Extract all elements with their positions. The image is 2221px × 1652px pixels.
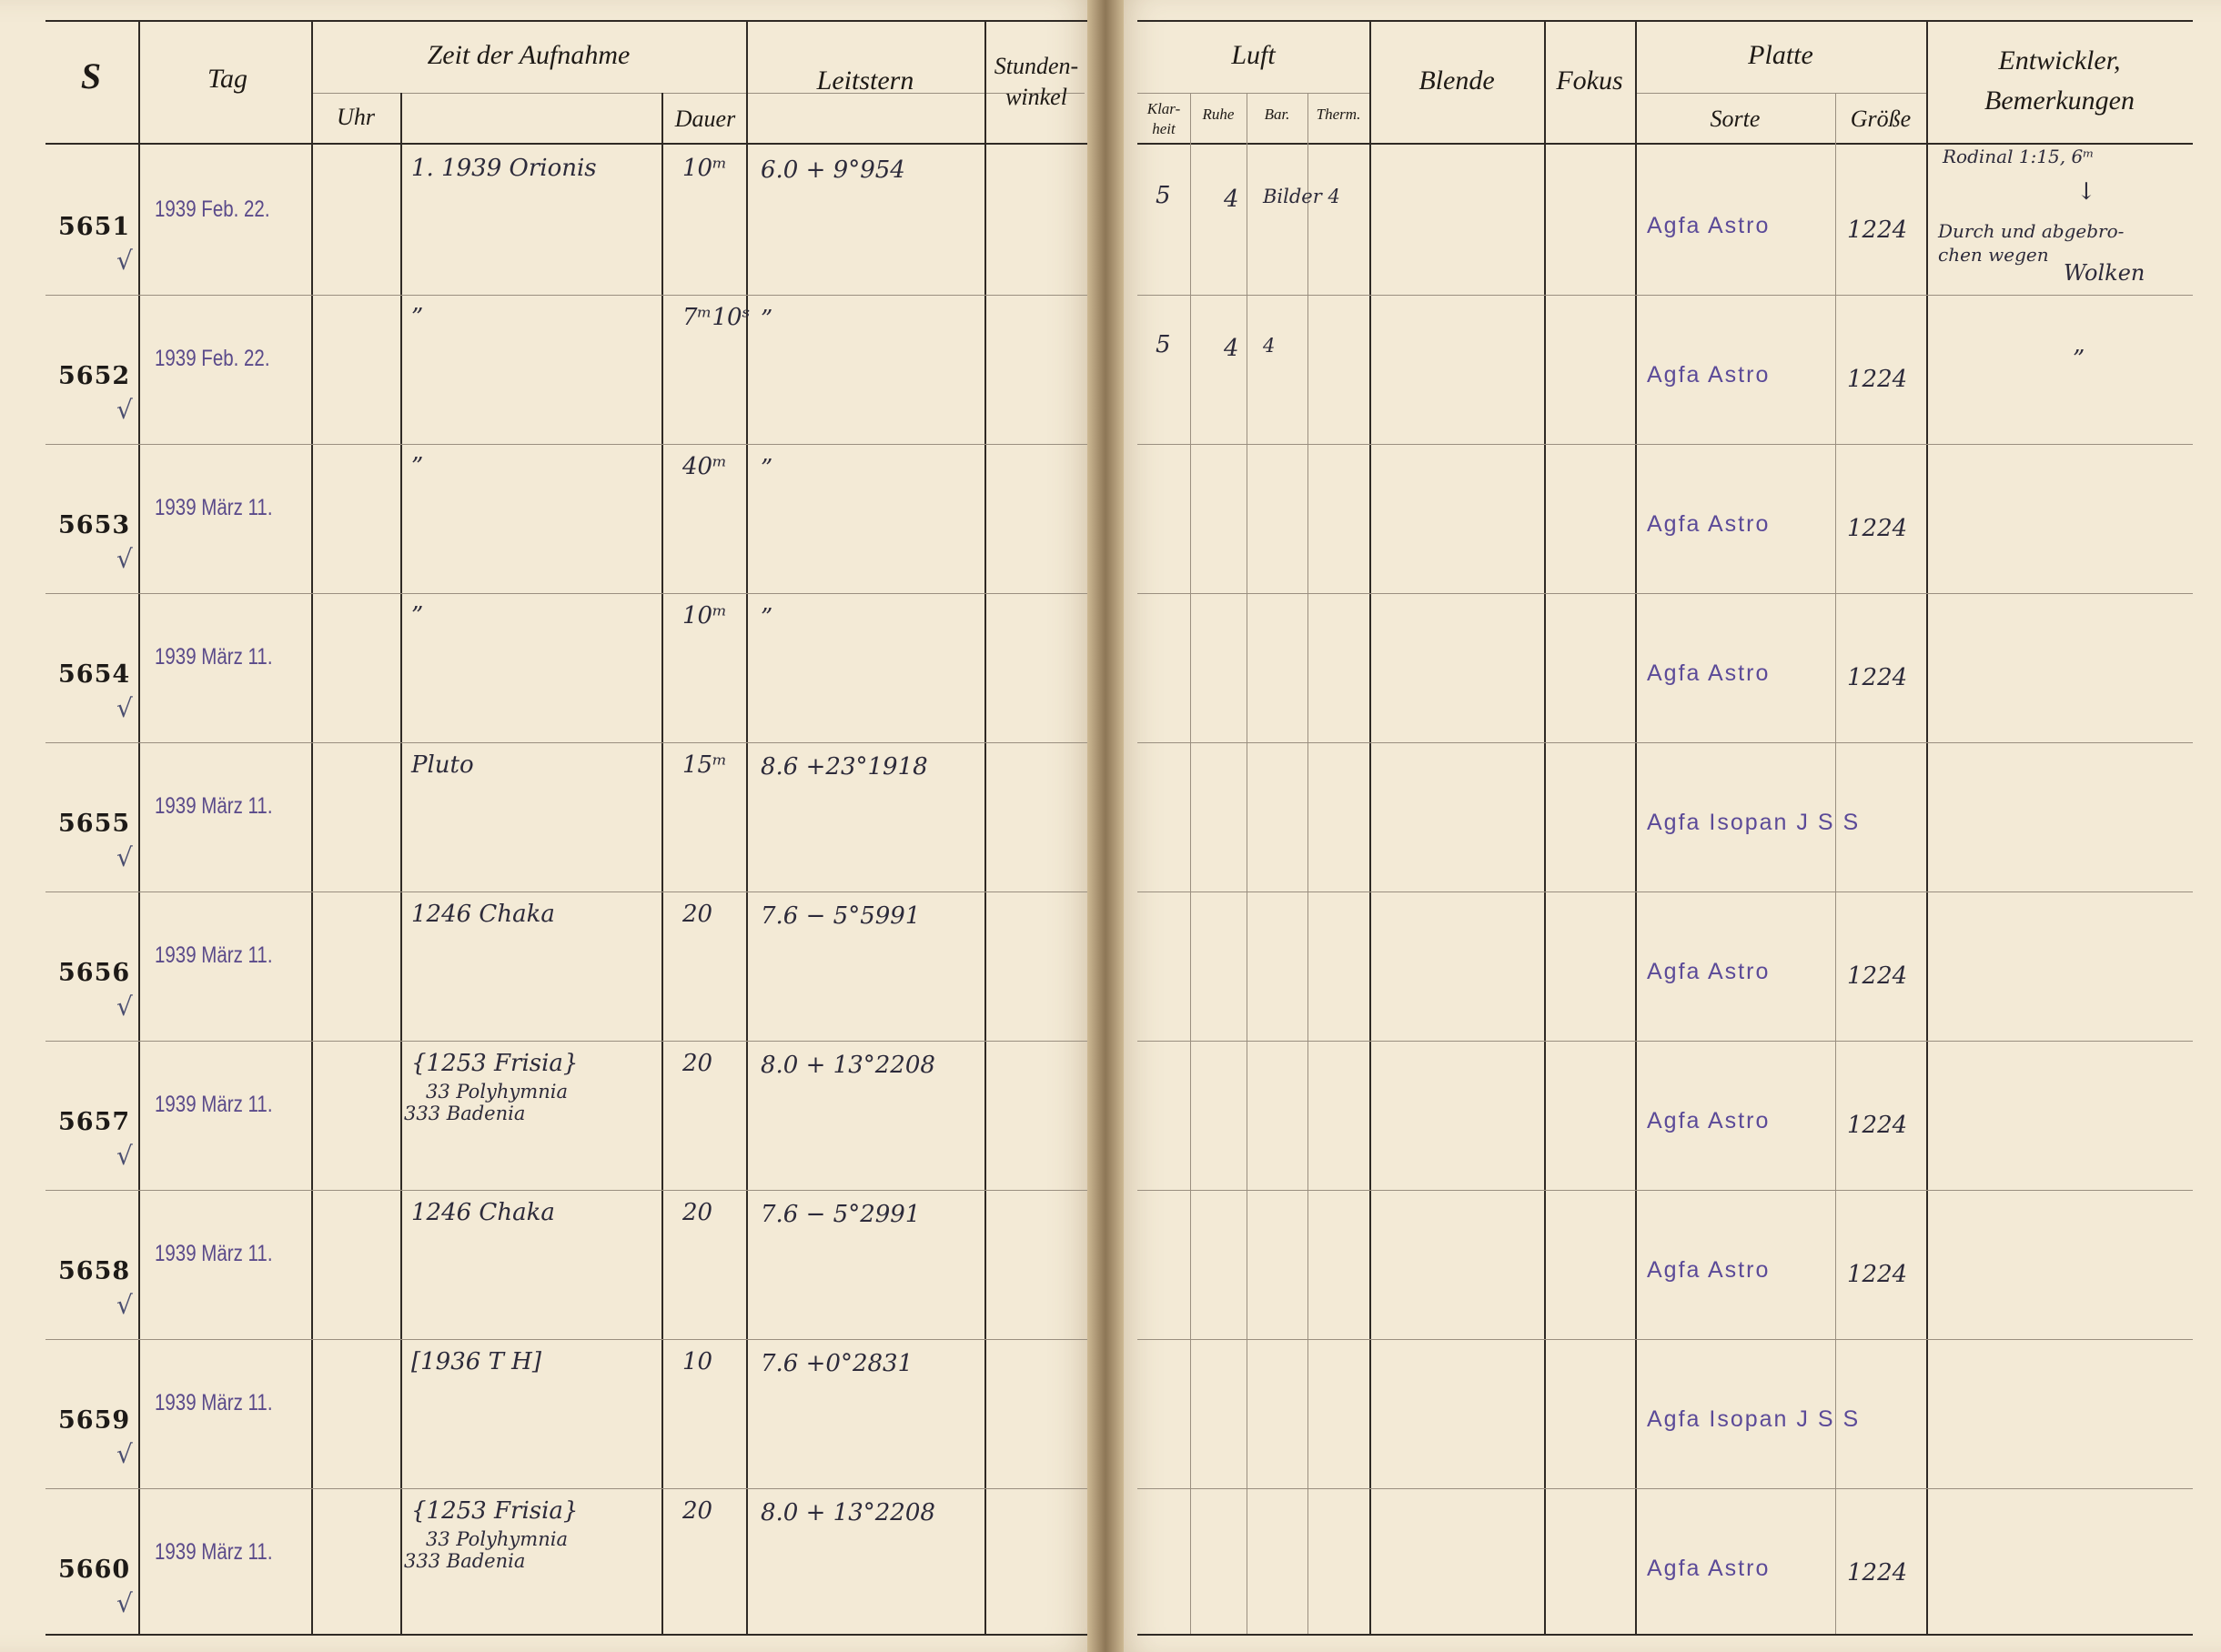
guide-star: ” bbox=[761, 455, 773, 482]
entry-number: 5660 bbox=[58, 1556, 131, 1584]
guide-star: 7.6 +0°2831 bbox=[761, 1350, 914, 1377]
object-name: 1. 1939 Orionis bbox=[411, 155, 597, 182]
plate-size: 1224 bbox=[1847, 664, 1908, 691]
col-line-fokus bbox=[1635, 20, 1637, 1636]
exposure-duration: 15ᵐ bbox=[682, 751, 728, 779]
entry-date: 1939 März 11. bbox=[155, 1539, 273, 1565]
entry-number: 5653 bbox=[58, 511, 131, 539]
col-line-uhr bbox=[400, 93, 402, 1636]
header-zeit: Zeit der Aufnahme bbox=[427, 40, 631, 70]
row-rule-right bbox=[1137, 444, 2193, 445]
check-mark: √ bbox=[116, 246, 133, 276]
col-line-luft bbox=[1369, 20, 1371, 1636]
plate-size: 1224 bbox=[1847, 366, 1908, 393]
exposure-duration: 20 bbox=[682, 1050, 713, 1077]
check-mark: √ bbox=[116, 693, 133, 723]
header-blende: Blende bbox=[1418, 65, 1495, 96]
header-stunden-2: winkel bbox=[1005, 84, 1067, 110]
plate-type: Agfa Astro bbox=[1647, 1556, 1771, 1581]
object-name: 1246 Chaka bbox=[411, 1199, 555, 1226]
remark-arrow: ↓ bbox=[2076, 178, 2096, 206]
exposure-duration: 40ᵐ bbox=[682, 453, 728, 480]
header-stunden-1: Stunden- bbox=[994, 53, 1079, 79]
exposure-duration: 20 bbox=[682, 1497, 713, 1525]
entry-date: 1939 März 11. bbox=[155, 1241, 273, 1266]
guide-star: 7.6 − 5°2991 bbox=[761, 1201, 921, 1228]
plate-size: 1224 bbox=[1847, 217, 1908, 244]
plate-size: 1224 bbox=[1847, 1261, 1908, 1288]
plate-size: 1224 bbox=[1847, 515, 1908, 542]
air-steadiness: 4 bbox=[1224, 335, 1239, 362]
header-bar: Bar. bbox=[1264, 106, 1290, 123]
entry-number: 5659 bbox=[58, 1406, 131, 1435]
plate-type: Agfa Astro bbox=[1647, 511, 1771, 537]
exposure-duration: 20 bbox=[682, 1199, 713, 1226]
guide-star: ” bbox=[761, 604, 773, 631]
header-uhr: Uhr bbox=[337, 104, 375, 130]
exposure-duration: 10ᵐ bbox=[682, 155, 728, 182]
plate-type: Agfa Astro bbox=[1647, 959, 1771, 984]
entry-date: 1939 März 11. bbox=[155, 942, 273, 968]
object-name-line-3: 333 Badenia bbox=[404, 1103, 526, 1124]
plate-type: Agfa Isopan J S S bbox=[1647, 1406, 1861, 1432]
col-line-klar bbox=[1190, 93, 1191, 1634]
exposure-duration: 7ᵐ10ˢ bbox=[682, 304, 751, 331]
header-luft: Luft bbox=[1231, 40, 1276, 70]
air-clarity: 5 bbox=[1156, 331, 1171, 358]
air-steadiness: 4 bbox=[1224, 186, 1239, 213]
header-therm: Therm. bbox=[1316, 106, 1361, 123]
remark-line-2: Durch und abgebro- bbox=[1938, 220, 2125, 242]
entry-date: 1939 März 11. bbox=[155, 1390, 273, 1415]
row-rule-right bbox=[1137, 891, 2193, 892]
entry-number: 5651 bbox=[58, 213, 131, 241]
col-line-dauer bbox=[746, 20, 748, 1636]
row-rule-right bbox=[1137, 295, 2193, 296]
plate-type: Agfa Astro bbox=[1647, 1257, 1771, 1283]
luft-subrule bbox=[1137, 93, 1369, 94]
entry-number: 5657 bbox=[58, 1108, 131, 1136]
check-mark: √ bbox=[116, 1290, 133, 1320]
row-rule-left bbox=[45, 1041, 1087, 1042]
col-line-tag bbox=[311, 20, 313, 1636]
row-rule-right bbox=[1137, 742, 2193, 743]
plate-size: 1224 bbox=[1847, 962, 1908, 990]
entry-number: 5654 bbox=[58, 660, 131, 689]
exposure-duration: 10 bbox=[682, 1348, 713, 1375]
header-klar-2: heit bbox=[1152, 120, 1176, 137]
guide-star: 6.0 + 9°954 bbox=[761, 156, 905, 184]
header-rule-left bbox=[45, 143, 1087, 145]
header-dauer: Dauer bbox=[674, 106, 736, 132]
header-fokus: Fokus bbox=[1556, 65, 1623, 96]
book-gutter bbox=[1087, 0, 1124, 1652]
object-name-line-2: 33 Polyhymnia bbox=[426, 1528, 568, 1550]
platte-subrule bbox=[1635, 93, 1926, 94]
row-rule-left bbox=[45, 593, 1087, 594]
object-name: {1253 Frisia} bbox=[411, 1050, 579, 1077]
check-mark: √ bbox=[116, 1141, 133, 1171]
air-bar: 4 bbox=[1263, 335, 1276, 357]
guide-star: 8.0 + 13°2208 bbox=[761, 1052, 935, 1079]
row-rule-right bbox=[1137, 1488, 2193, 1489]
header-platte: Platte bbox=[1748, 40, 1813, 70]
row-rule-right bbox=[1137, 1339, 2193, 1340]
guide-star: 8.0 + 13°2208 bbox=[761, 1499, 935, 1526]
check-mark: √ bbox=[116, 395, 133, 425]
row-rule-right bbox=[1137, 1041, 2193, 1042]
top-rule-left bbox=[45, 20, 1087, 22]
entry-date: 1939 März 11. bbox=[155, 1092, 273, 1117]
remark-line-3: chen wegen bbox=[1938, 244, 2049, 266]
header-bemerkungen: Bemerkungen bbox=[1984, 86, 2135, 116]
check-mark: √ bbox=[116, 992, 133, 1022]
row-rule-left bbox=[45, 1190, 1087, 1191]
entry-number: 5656 bbox=[58, 959, 131, 987]
entry-number: 5655 bbox=[58, 810, 131, 838]
row-rule-left bbox=[45, 295, 1087, 296]
header-klar-1: Klar- bbox=[1146, 100, 1181, 117]
header-leitstern: Leitstern bbox=[816, 65, 914, 96]
air-bar: Bilder 4 bbox=[1263, 186, 1340, 207]
header-rule-right bbox=[1137, 143, 2193, 145]
guide-star: ” bbox=[761, 306, 773, 333]
plate-type: Agfa Astro bbox=[1647, 660, 1771, 686]
bottom-rule-right bbox=[1137, 1634, 2193, 1636]
top-rule-right bbox=[1137, 20, 2193, 22]
object-name-line-2: 33 Polyhymnia bbox=[426, 1081, 568, 1103]
header-entwickler: Entwickler, bbox=[1998, 45, 2121, 76]
entry-date: 1939 März 11. bbox=[155, 793, 273, 819]
entry-date: 1939 März 11. bbox=[155, 495, 273, 520]
col-line-object bbox=[661, 93, 663, 1636]
entry-number: 5658 bbox=[58, 1257, 131, 1285]
col-line-groesse bbox=[1926, 20, 1928, 1636]
object-name: ” bbox=[411, 453, 424, 480]
check-mark: √ bbox=[116, 544, 133, 574]
header-ruhe: Ruhe bbox=[1202, 106, 1235, 123]
header-groesse: Größe bbox=[1850, 106, 1912, 132]
row-rule-left bbox=[45, 891, 1087, 892]
row-rule-right bbox=[1137, 1190, 2193, 1191]
object-name: [1936 T H] bbox=[411, 1348, 541, 1375]
object-name-line-3: 333 Badenia bbox=[404, 1550, 526, 1572]
entry-date: 1939 März 11. bbox=[155, 644, 273, 670]
col-line-leitstern bbox=[984, 20, 986, 1636]
air-clarity: 5 bbox=[1156, 182, 1171, 209]
plate-size: 1224 bbox=[1847, 1559, 1908, 1587]
entry-number: 5652 bbox=[58, 362, 131, 390]
entry-date: 1939 Feb. 22. bbox=[155, 346, 270, 371]
col-line-bar bbox=[1307, 93, 1308, 1634]
object-name: ” bbox=[411, 304, 424, 331]
col-line-s bbox=[138, 20, 140, 1636]
plate-type: Agfa Astro bbox=[1647, 213, 1771, 238]
exposure-duration: 10ᵐ bbox=[682, 602, 728, 630]
plate-type: Agfa Astro bbox=[1647, 1108, 1771, 1133]
row-rule-left bbox=[45, 1488, 1087, 1489]
plate-type: Agfa Astro bbox=[1647, 362, 1771, 388]
plate-type: Agfa Isopan J S S bbox=[1647, 810, 1861, 835]
row-rule-left bbox=[45, 444, 1087, 445]
guide-star: 8.6 +23°1918 bbox=[761, 753, 928, 781]
col-line-sorte bbox=[1835, 93, 1836, 1634]
header-s: S bbox=[80, 55, 102, 96]
guide-star: 7.6 − 5°5991 bbox=[761, 902, 921, 930]
row-rule-left bbox=[45, 742, 1087, 743]
row-rule-left bbox=[45, 1339, 1087, 1340]
remark-developer: Rodinal 1:15, 6ᵐ bbox=[1943, 146, 2095, 167]
check-mark: √ bbox=[116, 1588, 133, 1618]
check-mark: √ bbox=[116, 842, 133, 872]
bottom-rule-left bbox=[45, 1634, 1087, 1636]
plate-size: 1224 bbox=[1847, 1112, 1908, 1139]
remark-line-4: Wolken bbox=[2064, 260, 2145, 286]
entry-date: 1939 Feb. 22. bbox=[155, 196, 270, 222]
header-sorte: Sorte bbox=[1710, 106, 1761, 132]
row-rule-right bbox=[1137, 593, 2193, 594]
exposure-duration: 20 bbox=[682, 901, 713, 928]
object-name: Pluto bbox=[411, 751, 474, 779]
col-line-blende bbox=[1544, 20, 1546, 1636]
check-mark: √ bbox=[116, 1439, 133, 1469]
object-name: ” bbox=[411, 602, 424, 630]
object-name: {1253 Frisia} bbox=[411, 1497, 579, 1525]
object-name: 1246 Chaka bbox=[411, 901, 555, 928]
remark-ditto: ” bbox=[2073, 346, 2085, 373]
header-tag: Tag bbox=[207, 64, 247, 94]
